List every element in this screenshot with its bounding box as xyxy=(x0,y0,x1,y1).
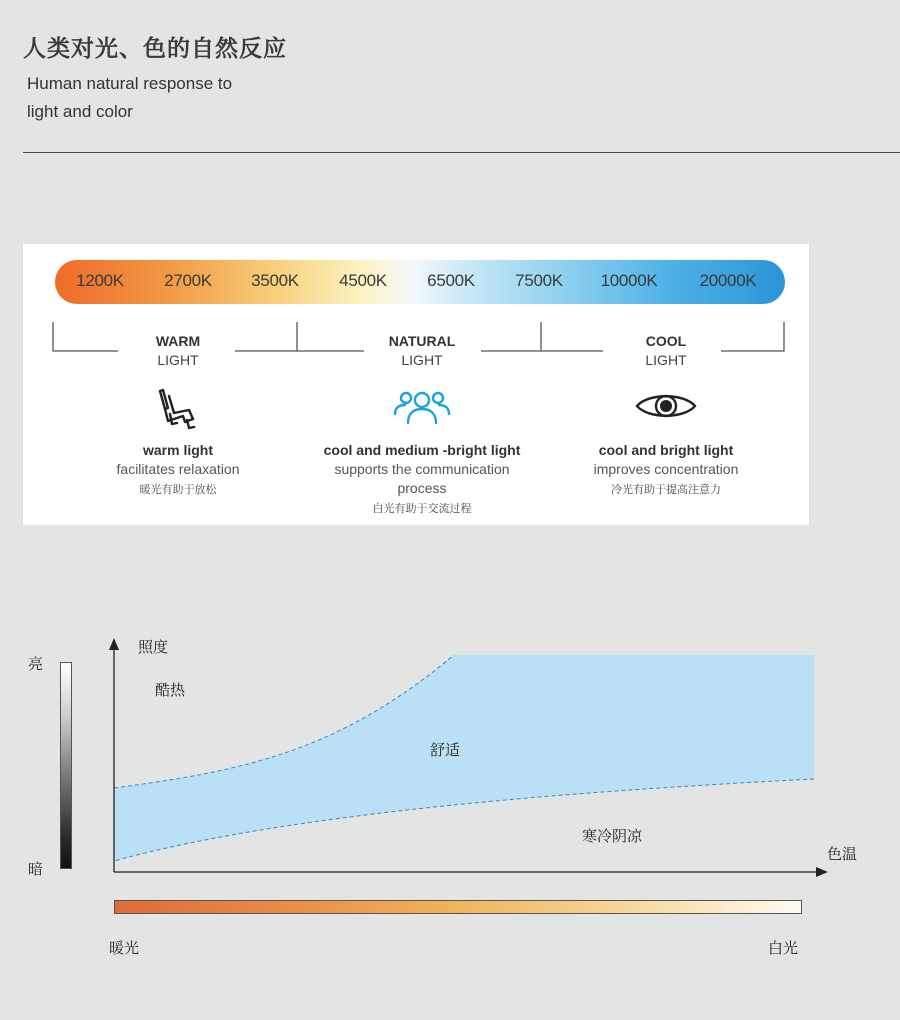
region-comfort-label: 舒适 xyxy=(430,741,461,759)
category-title: COOL xyxy=(645,333,687,349)
subtitle-line-2: light and color xyxy=(27,102,133,121)
warm-light-description xyxy=(117,441,240,501)
warm-light-label xyxy=(118,332,238,370)
description-line: facilitates relaxation xyxy=(116,461,240,477)
kelvin-label: 6500K xyxy=(427,271,475,290)
category-subtitle: LIGHT xyxy=(645,352,687,368)
natural-light-label xyxy=(362,332,482,370)
kelvin-label: 2700K xyxy=(164,271,212,290)
kelvin-label: 4500K xyxy=(339,271,387,290)
description-cn: 暖光有助于放松 xyxy=(139,484,217,496)
x-axis-arrow xyxy=(816,867,828,877)
x-axis-label: 色温 xyxy=(827,845,858,863)
brightness-top-label: 亮 xyxy=(28,655,44,673)
description-cn: 冷光有助于提高注意力 xyxy=(611,484,721,496)
kelvin-label: 3500K xyxy=(251,271,299,290)
description-bold: cool and medium -bright light xyxy=(323,442,521,458)
page-subtitle xyxy=(27,70,232,126)
color-temperature-panel xyxy=(23,244,809,525)
description-line: improves concentration xyxy=(593,461,739,477)
white-light-end-label: 白光 xyxy=(768,939,799,957)
people-group-icon xyxy=(392,386,452,426)
kelvin-label: 20000K xyxy=(699,271,757,290)
eye-icon xyxy=(634,389,698,423)
description-line: process xyxy=(397,480,447,496)
description-bold: warm light xyxy=(142,442,214,458)
description-cn: 白光有助于交流过程 xyxy=(372,503,472,515)
kelvin-label: 1200K xyxy=(76,271,124,290)
category-subtitle: LIGHT xyxy=(401,352,443,368)
reclining-chair-icon xyxy=(153,386,201,434)
description-line: supports the communication xyxy=(334,461,510,477)
y-axis-arrow xyxy=(109,638,119,650)
category-title: NATURAL xyxy=(388,333,456,349)
brightness-bottom-label: 暗 xyxy=(28,860,44,878)
kelvin-label: 7500K xyxy=(515,271,563,290)
cool-light-description xyxy=(594,441,739,501)
header-divider xyxy=(23,152,900,153)
y-axis-label: 照度 xyxy=(138,638,169,656)
category-subtitle: LIGHT xyxy=(157,352,199,368)
category-title: WARM xyxy=(155,333,201,349)
region-hot-label: 酷热 xyxy=(155,681,186,699)
region-cold-label: 寒冷阴凉 xyxy=(582,827,643,845)
natural-light-description xyxy=(324,441,521,520)
kelvin-label: 10000K xyxy=(600,271,658,290)
page-title: 人类对光、色的自然反应 xyxy=(23,36,287,62)
cool-light-label xyxy=(606,332,726,370)
comfort-diagram xyxy=(0,600,900,1020)
warm-light-end-label: 暖光 xyxy=(109,939,140,957)
brightness-scale-bar xyxy=(60,662,72,869)
subtitle-line-1: Human natural response to xyxy=(27,74,233,93)
description-bold: cool and bright light xyxy=(598,442,734,458)
comfort-region xyxy=(114,655,814,861)
color-temperature-scale-bar xyxy=(114,900,802,914)
